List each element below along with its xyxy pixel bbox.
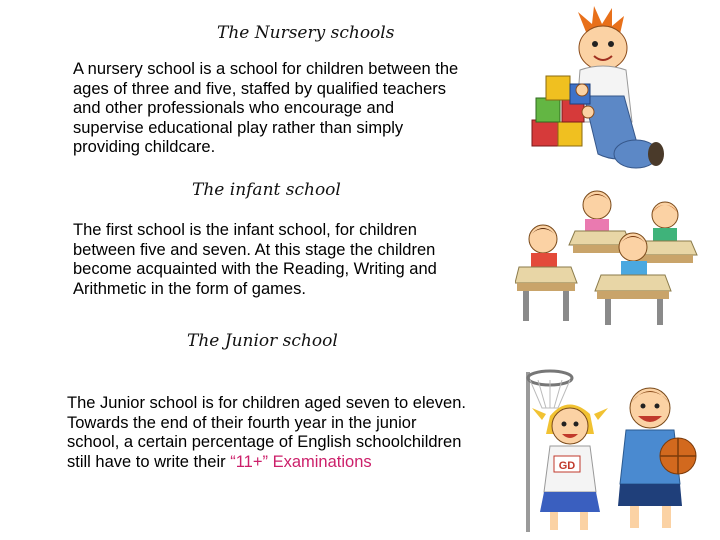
junior-line-prefix: still have to write their [67, 452, 231, 471]
infant-line: Arithmetic in the form of games. [73, 279, 306, 298]
infant-line: become acquainted with the Reading, Writing and [73, 260, 437, 278]
infant-heading: The infant school [192, 180, 341, 200]
nursery-line: A nursery school is a school for children between the [73, 60, 459, 78]
nursery-line: providing childcare. [73, 138, 216, 156]
nursery-heading: The Nursery schools [217, 23, 395, 43]
kids-with-netball-illustration [520, 364, 710, 536]
boy-with-blocks-illustration [528, 4, 668, 174]
nursery-line: supervise educational play rather than simply [73, 118, 404, 137]
infant-paragraph [73, 221, 437, 299]
junior-line: school, a certain percentage of English schoolchildren [67, 433, 462, 451]
exam-highlight: “11+” Examinations [230, 452, 372, 471]
children-at-desks-illustration [515, 185, 707, 327]
infant-line: between five and seven. At this stage the children [73, 240, 436, 259]
infant-line: The first school is the infant school, for children [73, 221, 417, 239]
junior-line: Towards the end of their fourth year in the junior [67, 413, 417, 432]
shirt-label: GD [558, 460, 576, 472]
junior-line: The Junior school is for children aged seven to eleven. [67, 394, 466, 412]
junior-heading: The Junior school [187, 331, 338, 351]
nursery-paragraph [73, 60, 458, 158]
nursery-line: ages of three and five, staffed by qualified teachers [73, 79, 447, 98]
junior-line-last [67, 453, 466, 473]
nursery-line: and other professionals who encourage and [73, 99, 395, 117]
junior-paragraph [67, 394, 466, 472]
